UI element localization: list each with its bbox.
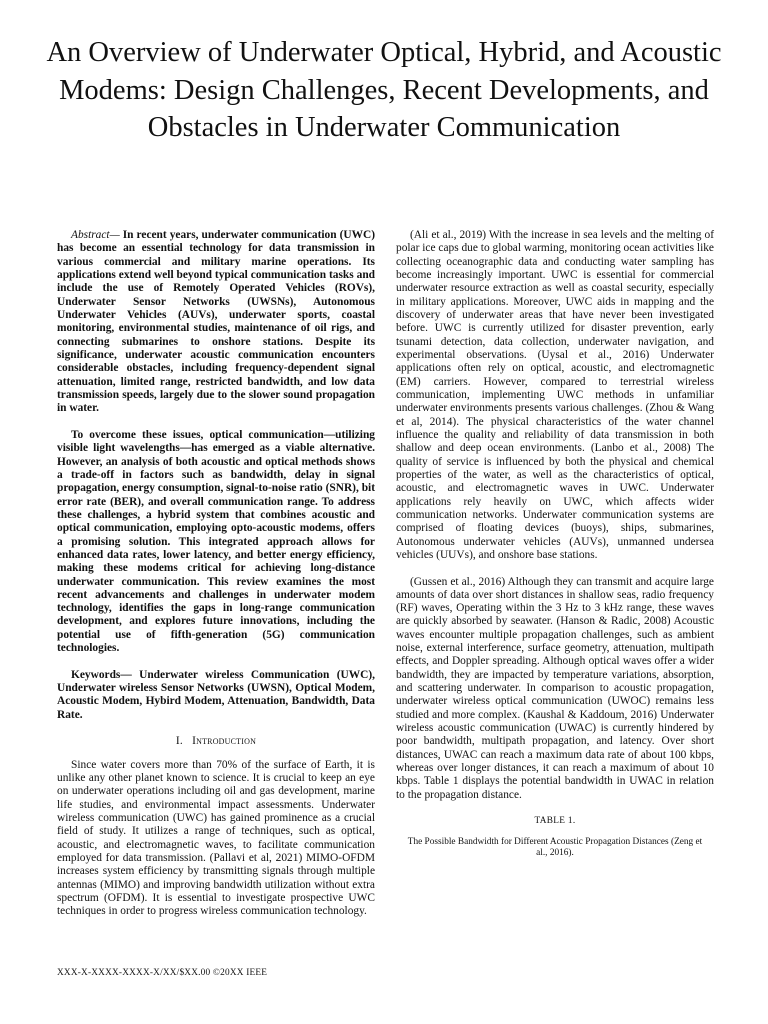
abstract-text-1: In recent years, underwater communication (UWC) has become an essential technology for data transmission in various commercial and military marine operations. Its applications extend well beyond typical communication tasks and include the use of Remotely Operated Vehicles (ROVs), Underwater Sensor Networks (UWSNs), Autonomous Underwater Vehicles (AUVs), underwater sports, coastal monitoring, environmental studies, maintenance of oil rigs, and connecting submarines to onshore stations. Despite its significance, underwater acoustic communication encounters considerable obstacles, including frequency-dependent signal attenuation, limited range, restricted bandwidth, and low data transmission speeds, largely due to the slower sound propagation in water. bbox=[57, 229, 375, 415]
right-paragraph-1: (Ali et al., 2019) With the increase in sea levels and the melting of polar ice caps due to global warming, monitoring ocean activities like collecting oceanographic data and conducting water sampling has become increasingly important. UWC is essential for commercial underwater resource extraction as well as coastal security, especially in military applications. Moreover, UWC aids in mapping and the discovery of underwater areas that have never been investigated before. UWC is currently utilized for disaster prevention, early tsunami detection, data collection, underwater navigation, and experimental observations. (Uysal et al., 2016) Underwater applications often rely on optical, acoustic, and electromagnetic (EM) carriers. However, compared to terrestrial wireless communication, implementing UWC methods in unfamiliar underwater environments presents various challenges. (Zhou & Wang et al, 2014). The physical characteristics of the water channel influence the quality and reliability of data transmission in both shallow and deep ocean environments. (Lanbo et al., 2008) The quality of service is influenced by both the physical and chemical properties of the water, as well as the characteristics of optical, acoustic, and electromagnetic waves in UWC. Underwater applications rely heavily on UWC, which affects wider communication networks. Underwater communication systems are comprised of floating devices (buoys), ships, submarines, Autonomous underwater vehicles (AUVs), unmanned undersea vehicles (UUVs), and onshore base stations. bbox=[396, 229, 714, 561]
abstract-label: Abstract— bbox=[71, 229, 120, 241]
section-rest: ntroduction bbox=[196, 735, 257, 748]
footer-copyright: XXX-X-XXXX-XXXX-X/XX/$XX.00 ©20XX IEEE bbox=[57, 968, 268, 978]
table-caption: The Possible Bandwidth for Different Acoustic Propagation Distances (Zeng et al., 2016). bbox=[407, 836, 703, 858]
right-column bbox=[396, 229, 714, 859]
right-paragraph-2: (Gussen et al., 2016) Although they can transmit and acquire large amounts of data over short distances in shallow seas, radio frequency (RF) waves, Operating within the 3 Hz to 3 kHz range, these waves are quickly absorbed by seawater. (Hanson & Radic, 2008) Acoustic waves encounter multiple propagation challenges, such as ambient noise, external interference, surface geometry, attenuation, multipath effects, and Doppler spreading. Although optical waves offer a wider bandwidth, they are impacted by temperature variations, absorption, and scattering underwater. In comparison to acoustic propagation, underwater wireless optical communication (UWOC) remains less studied and more complex. (Kaushal & Kaddoum, 2016) Underwater wireless acoustic communication (UWAC) is currently hindered by poor bandwidth, multipath propagation, and latency. Over short distances, UWAC can reach a maximum data rate of about 100 kbps, whereas over longer distances, it can reach a maximum of about 10 kbps. Table 1 displays the potential bandwidth in UWAC in relation to the propagation distance. bbox=[396, 575, 714, 801]
table-label: TABLE 1. bbox=[534, 816, 576, 827]
section-number: I. bbox=[175, 735, 183, 748]
section-heading-introduction bbox=[57, 735, 375, 748]
keywords-paragraph: Keywords— Underwater wireless Communication (UWC), Underwater wireless Sensor Networks (UWSN), Optical Modem, Acoustic Modem, Hybird Modem, Attenuation, Bandwidth, Data Rate. bbox=[57, 668, 375, 721]
abstract-paragraph-2: To overcome these issues, optical communication—utilizing visible light wavelengths—has emerged as a viable alternative. However, an analysis of both acoustic and optical methods shows a trade-off in factors such as bandwidth, delay in signal propagation, energy consumption, signal-to-noise ratio (SNR), bit error rate (BER), and overall communication range. To address these challenges, a hybrid system that combines acoustic and optical communication, employing opto-acoustic modems, offers a promising solution. This integrated approach allows for enhanced data rates, lower latency, and better energy efficiency, making these modems critical for achieving long-distance underwater communication. This review examines the most recent advancements and challenges in underwater modem technology, identifies the gaps in long-range communication development, and explores future innovations, including the potential use of fifth-generation (5G) communication technologies. bbox=[57, 428, 375, 655]
intro-paragraph-1: Since water covers more than 70% of the surface of Earth, it is unlike any other planet known to science. It is crucial to keep an eye on underwater operations including oil and gas development, marine life studies, and environmental impact assessments. Underwater wireless communication (UWC) has gained prominence as a crucial field of study. It utilizes a range of techniques, such as optical, acoustic, and electromagnetic waves, to facilitate communication employed for data transmission. (Pallavi et al, 2021) MIMO-OFDM increases system efficiency by transmitting signals through multiple antennas (MIMO) and improving bandwidth utilization without extra spectrum (OFDM). It is essential to investigate prospective UWC techniques in order to progress wireless communication technology. bbox=[57, 758, 375, 918]
section-first-letter: I bbox=[192, 735, 197, 748]
paper-title: An Overview of Underwater Optical, Hybrid, and Acoustic Modems: Design Challenges, Recent Developments, and Obstacles in Underwater Communication bbox=[46, 37, 722, 143]
left-column bbox=[57, 229, 375, 932]
abstract-paragraph-1 bbox=[57, 229, 375, 416]
